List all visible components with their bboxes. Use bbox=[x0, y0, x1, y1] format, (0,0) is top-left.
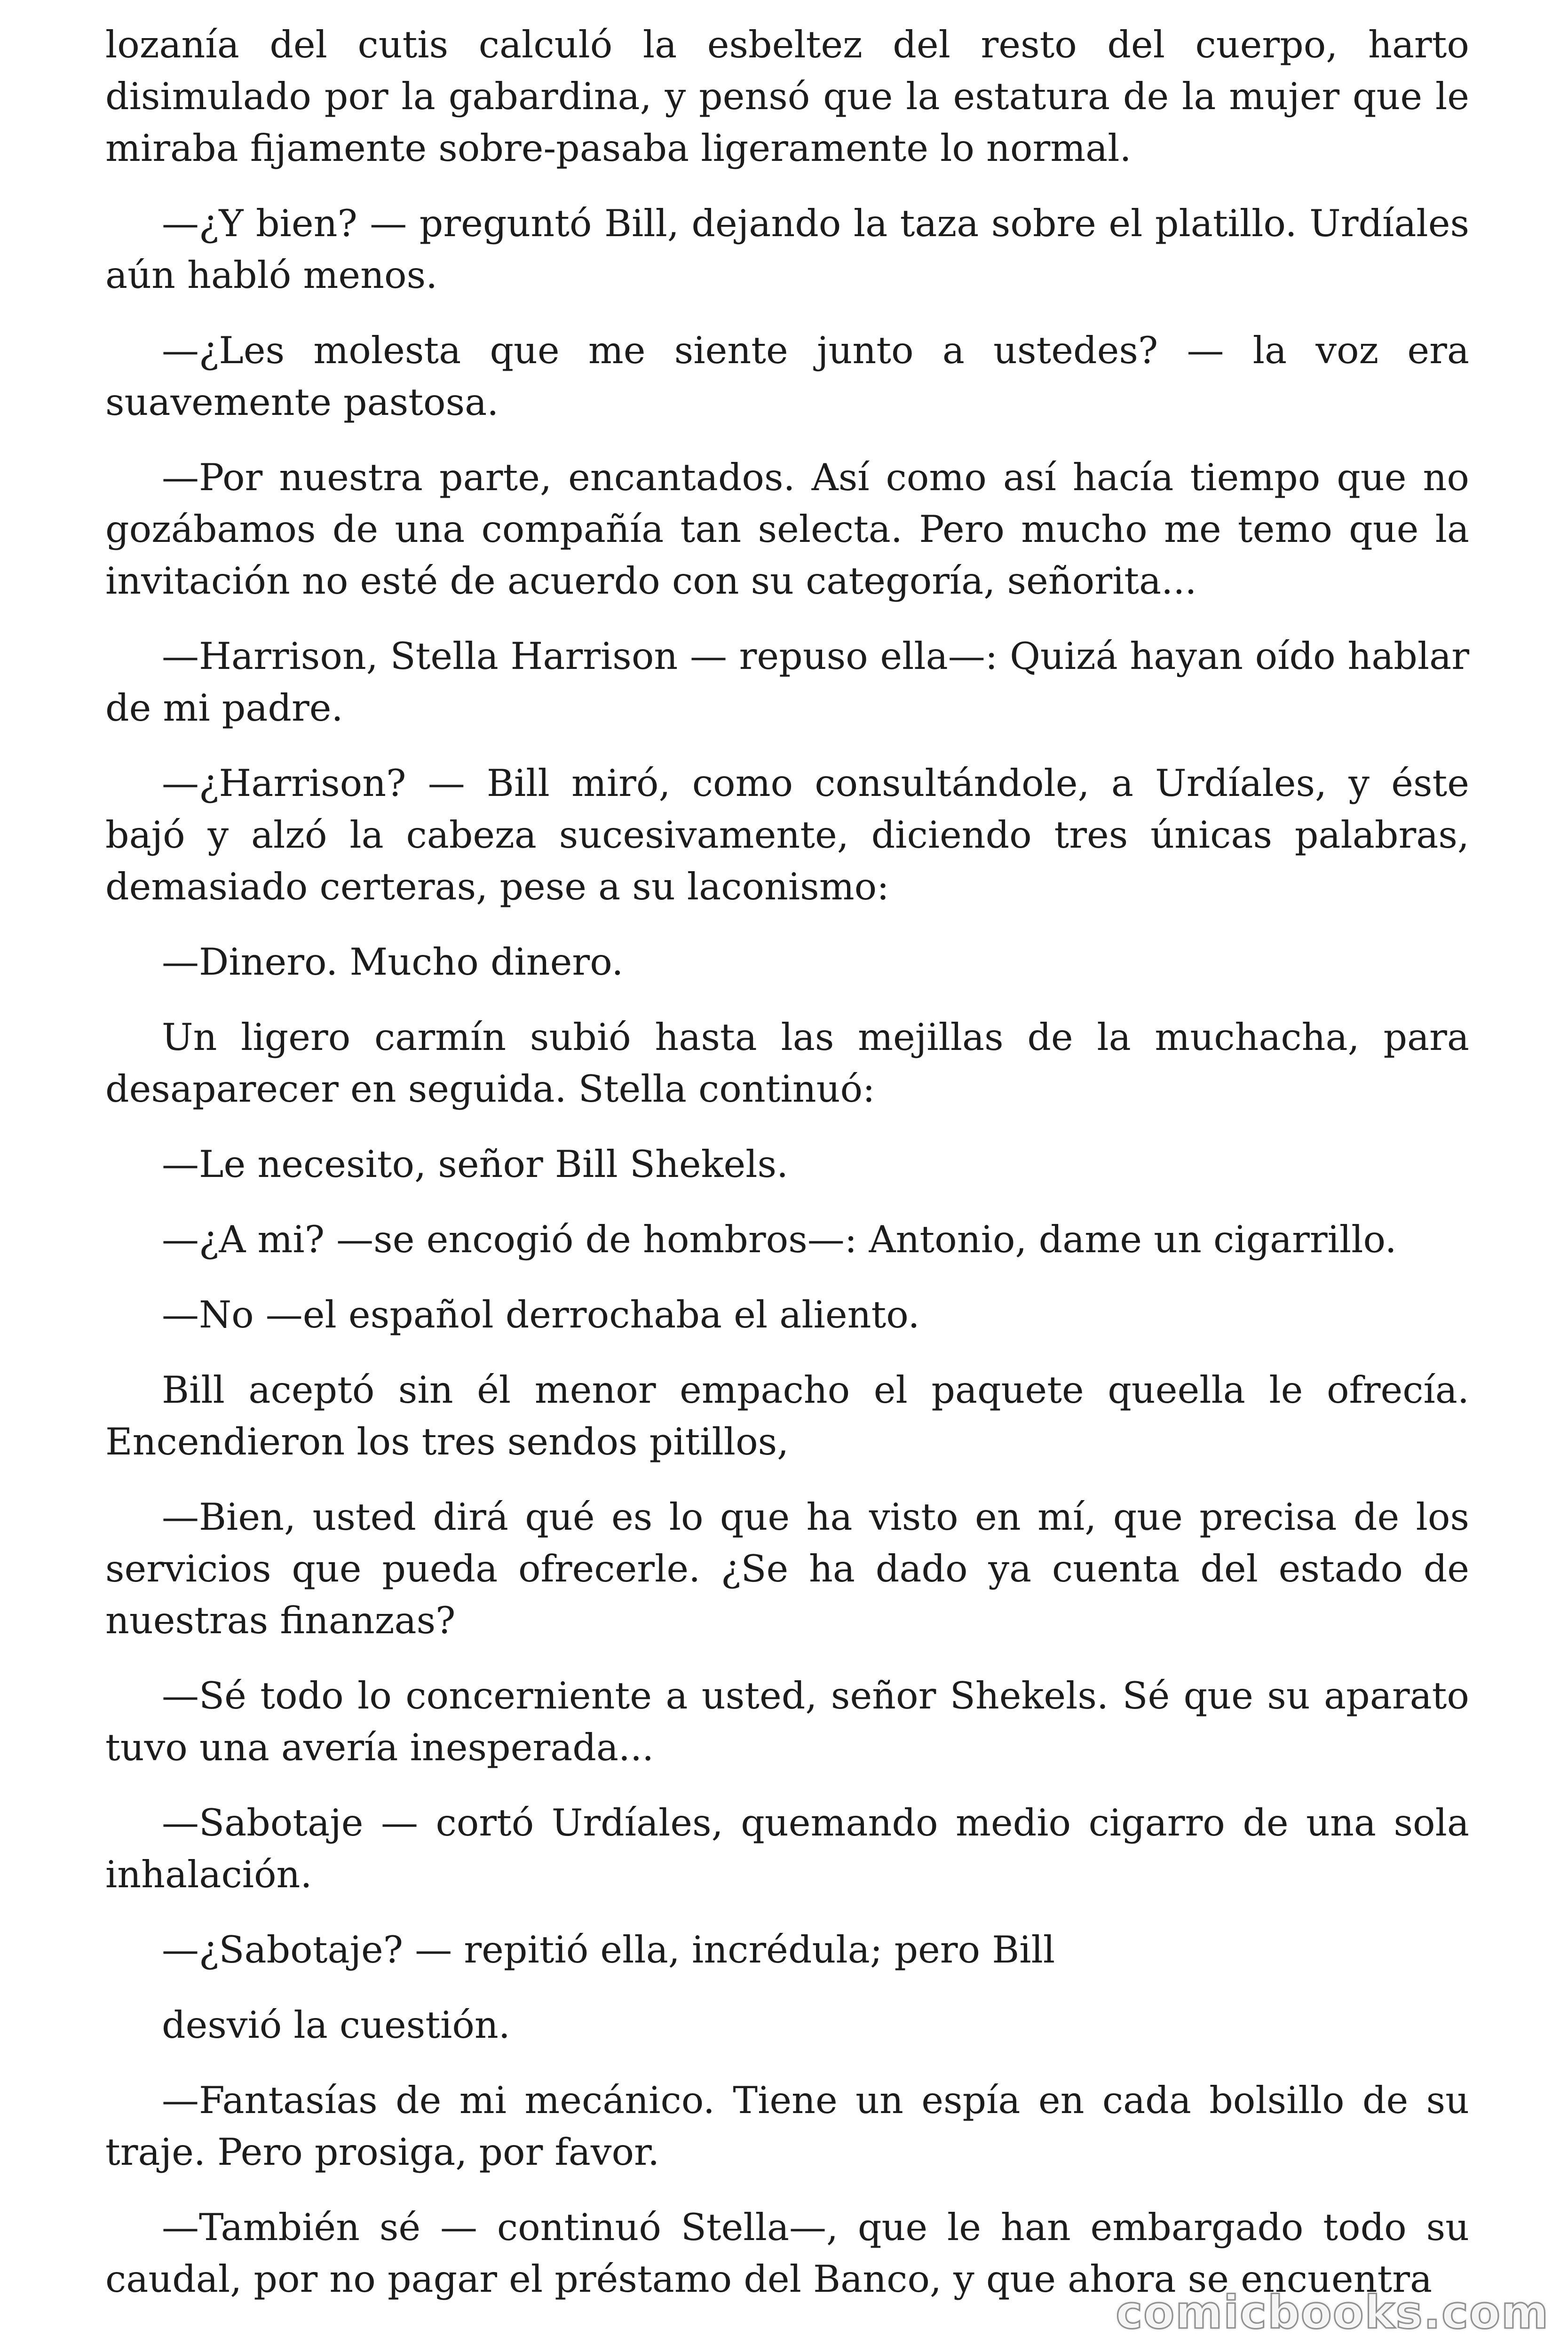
paragraph: Bill aceptó sin él menor empacho el paquete queella le ofrecía. Encendieron los tres sendos pitillos, bbox=[105, 1368, 1469, 1463]
paragraph: —¿Sabotaje? — repitió ella, incrédula; pero Bill bbox=[162, 1928, 1055, 1971]
paragraph: —¿A mi? —se encogió de hombros—: Antonio, dame un cigarrillo. bbox=[162, 1218, 1397, 1261]
paragraph: —¿Harrison? — Bill miró, como consultándole, a Urdíales, y éste bajó y alzó la cabeza sucesivamente, diciendo tres únicas palabras, demasiado certeras, pese a su laconismo: bbox=[105, 762, 1469, 908]
paragraph: —Dinero. Mucho dinero. bbox=[162, 940, 624, 984]
paragraph: —Sé todo lo concerniente a usted, señor Shekels. Sé que su aparato tuvo una avería inesperada... bbox=[105, 1674, 1469, 1769]
paragraph: desvió la cuestión. bbox=[162, 2003, 510, 2047]
paragraph: —Por nuestra parte, encantados. Así como así hacía tiempo que no gozábamos de una compañía tan selecta. Pero mucho me temo que la invitación no esté de acuerdo con su categoría, señorita... bbox=[105, 456, 1469, 603]
paragraph: —Fantasías de mi mecánico. Tiene un espía en cada bolsillo de su traje. Pero prosiga, por favor. bbox=[105, 2079, 1469, 2174]
paragraph: —Bien, usted dirá qué es lo que ha visto en mí, que precisa de los servicios que pueda ofrecerle. ¿Se ha dado ya cuenta del estado de nuestras finanzas? bbox=[105, 1495, 1469, 1642]
paragraph: Un ligero carmín subió hasta las mejillas de la muchacha, para desaparecer en seguida. Stella continuó: bbox=[105, 1016, 1469, 1111]
paragraph: lozanía del cutis calculó la esbeltez del resto del cuerpo, harto disimulado por la gabardina, y pensó que la estatura de la mujer que le miraba fijamente sobre-pasaba ligeramente lo normal. bbox=[105, 23, 1469, 170]
paragraph: —Sabotaje — cortó Urdíales, quemando medio cigarro de una sola inhalación. bbox=[105, 1801, 1469, 1896]
paragraph: —No —el español derrochaba el aliento. bbox=[162, 1293, 920, 1336]
paragraph: —¿Y bien? — preguntó Bill, dejando la taza sobre el platillo. Urdíales aún habló menos. bbox=[105, 202, 1469, 297]
watermark-logo: comicbooks.com bbox=[1116, 2286, 1549, 2339]
paragraph: —¿Les molesta que me siente junto a ustedes? — la voz era suavemente pastosa. bbox=[105, 329, 1469, 424]
paragraph: —Harrison, Stella Harrison — repuso ella—: Quizá hayan oído hablar de mi padre. bbox=[105, 635, 1469, 730]
paragraph: —También sé — continuó Stella—, que le han embargado todo su caudal, por no pagar el préstamo del Banco, y que ahora se encuentra bbox=[105, 2206, 1469, 2301]
paragraph: —Le necesito, señor Bill Shekels. bbox=[162, 1143, 789, 1186]
book-page-text bbox=[105, 19, 1469, 2328]
